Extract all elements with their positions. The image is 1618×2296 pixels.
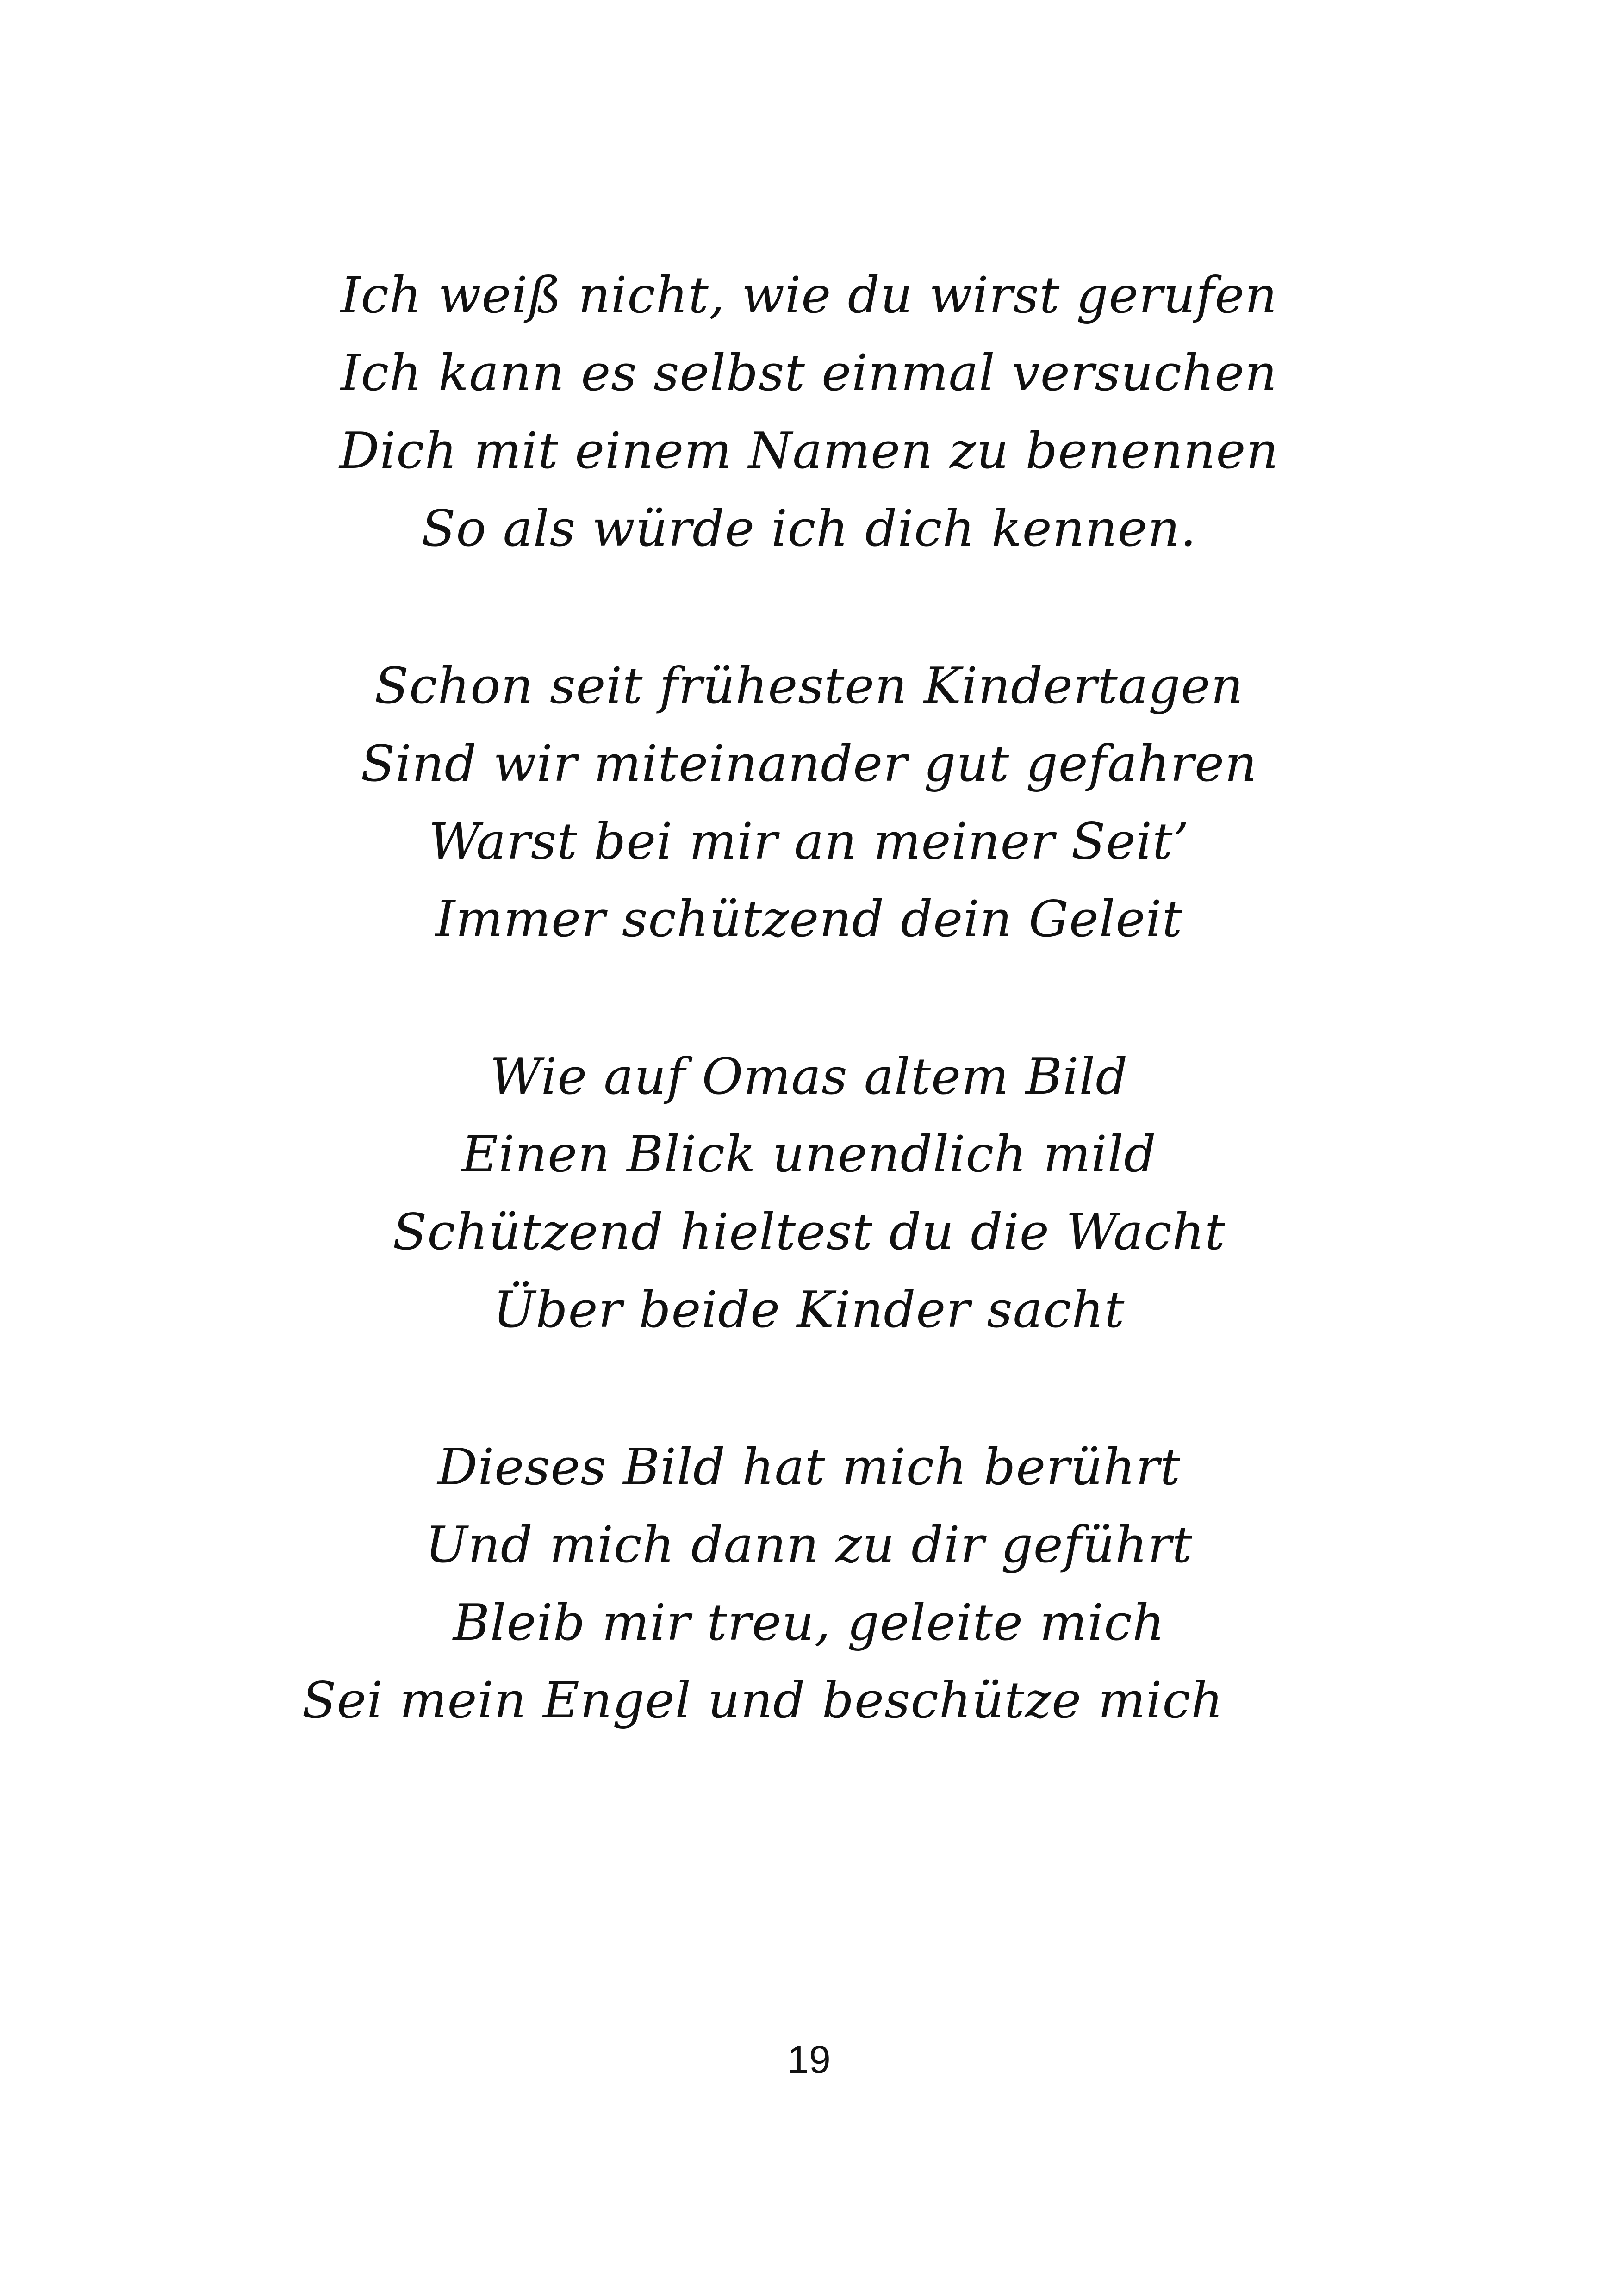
poem-line: Immer schützend dein Geleit <box>435 890 1183 948</box>
page-number: 19 <box>787 2038 831 2081</box>
poem-line: Über beide Kinder sacht <box>493 1281 1125 1339</box>
poem-line: Dich mit einem Namen zu benennen <box>339 422 1279 480</box>
poem-line: Sei mein Engel und beschütze mich <box>302 1672 1224 1730</box>
poem-line: Schützend hieltest du die Wacht <box>392 1203 1226 1261</box>
stanza-3 <box>0 1038 1618 1349</box>
poem-line: Warst bei mir an meiner Seit’ <box>429 813 1189 871</box>
poem-line: Bleib mir treu, geleite mich <box>453 1594 1165 1652</box>
stanza-4 <box>0 1429 1618 1740</box>
poem-line: Ich kann es selbst einmal versuchen <box>341 344 1277 402</box>
poem-line: Sind wir miteinander gut gefahren <box>361 735 1257 793</box>
poem-line: So als würde ich dich kennen. <box>421 500 1197 558</box>
stanza-1 <box>0 257 1618 568</box>
poem-line: Wie auf Omas altem Bild <box>490 1048 1128 1106</box>
poem <box>0 257 1618 1819</box>
poem-line: Ich weiß nicht, wie du wirst gerufen <box>340 267 1278 324</box>
poem-line: Und mich dann zu dir geführt <box>425 1516 1193 1574</box>
poem-line: Dieses Bild hat mich berührt <box>437 1438 1181 1496</box>
poem-line: Schon seit frühesten Kindertagen <box>374 657 1244 715</box>
stanza-2 <box>0 647 1618 958</box>
poem-line: Einen Blick unendlich mild <box>461 1126 1157 1183</box>
